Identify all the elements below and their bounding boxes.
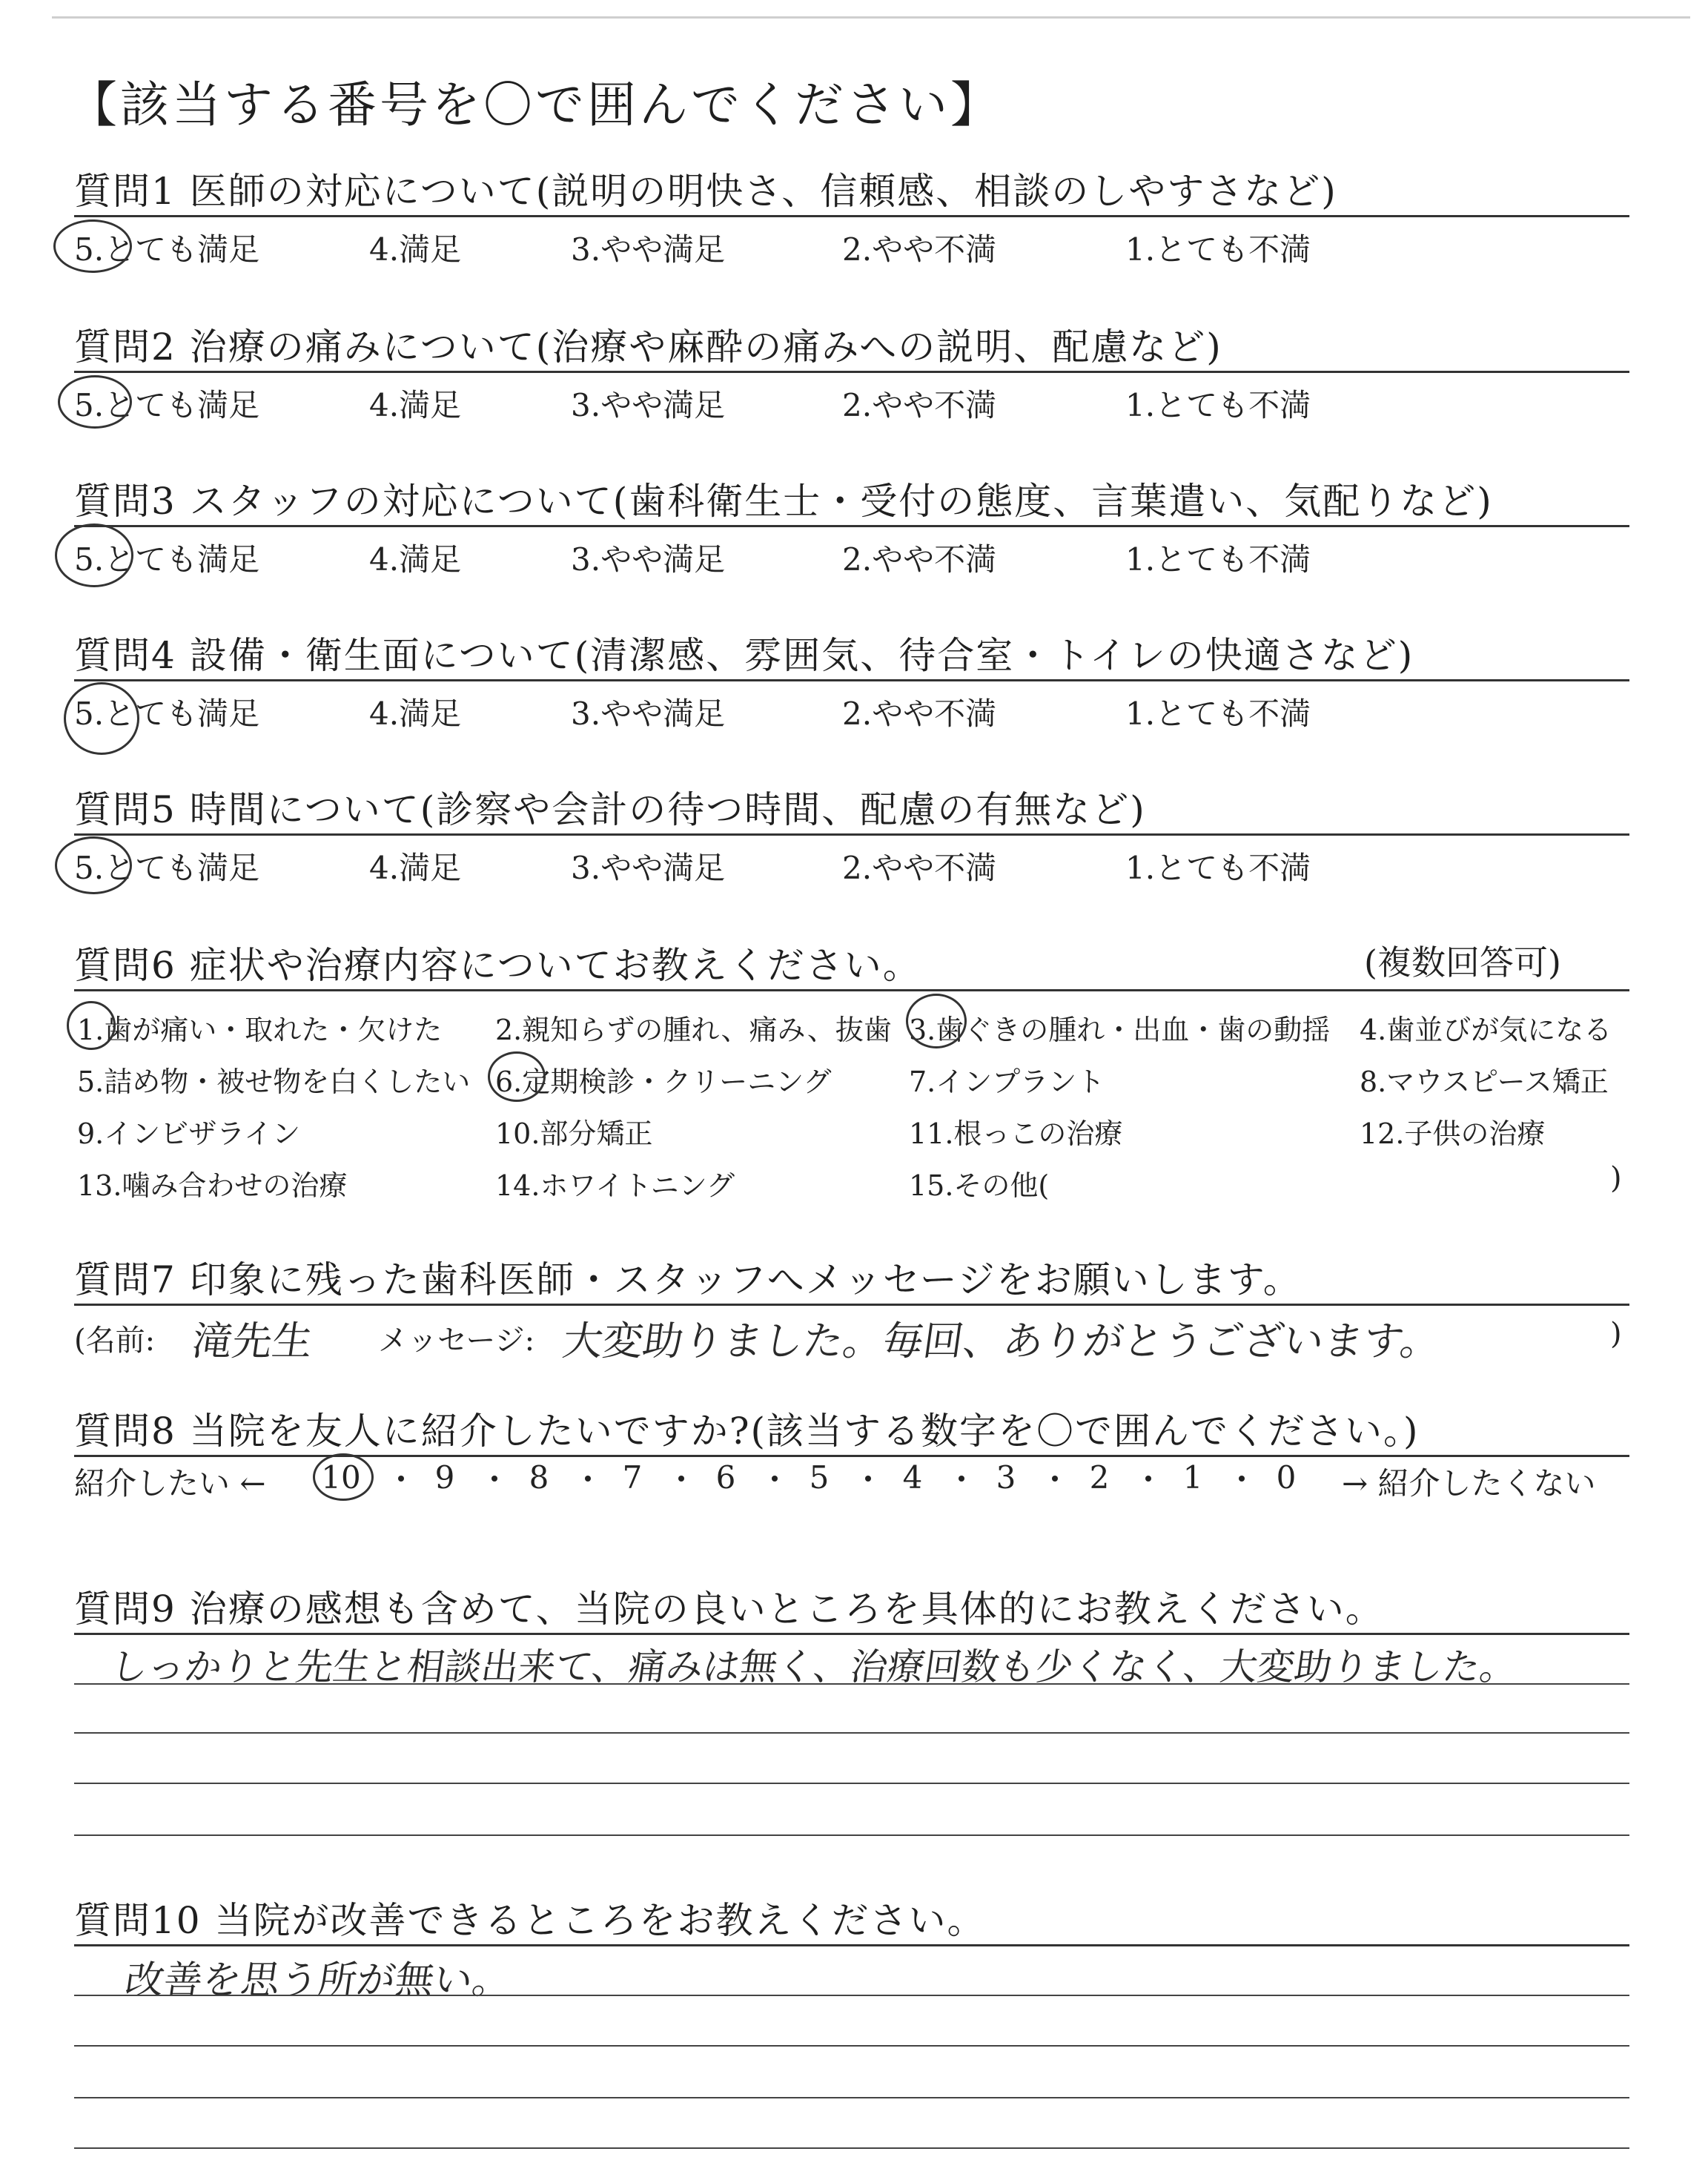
q9-answer-line [74,1732,1629,1734]
q6-item-13[interactable]: 13.噛み合わせの治療 [77,1169,348,1202]
q2-option-1[interactable]: 1.とても不満 [1125,387,1311,423]
q6-item-8[interactable]: 8.マウスピース矯正 [1360,1066,1609,1098]
q1-option-5[interactable]: 5.とても満足 [74,225,259,270]
question-7-title: 質問7 印象に残った歯科医師・スタッフへメッセージをお願いします。 [74,1258,1302,1301]
question-7-rule [74,1304,1629,1306]
question-6-title: 質問6 症状や治療内容についてお教えください。 [74,944,921,987]
question-4-rule [74,679,1629,681]
q8-scale-5[interactable]: 5 [809,1459,830,1496]
q8-separator-dot [585,1476,591,1482]
q6-item-5[interactable]: 5.詰め物・被せ物を白くしたい [77,1066,471,1098]
q8-separator-dot [1239,1476,1245,1482]
q10-answer-line [74,2147,1629,2149]
q6-item-9[interactable]: 9.インビザライン [77,1117,301,1150]
q8-scale-1[interactable]: 1 [1182,1459,1203,1496]
q10-answer[interactable]: 改善を思う所が無い。 [122,1958,514,2003]
q1-option-3[interactable]: 3.やや満足 [571,231,726,268]
question-9-rule [74,1633,1629,1635]
q6-item-1[interactable]: 1.歯が痛い・取れた・欠けた [77,1007,442,1048]
q8-separator-dot [865,1476,871,1482]
q6-item-14[interactable]: 14.ホワイトニング [495,1169,735,1202]
q6-item-4[interactable]: 4.歯並びが気になる [1360,1014,1612,1046]
q4-option-4[interactable]: 4.満足 [369,696,462,732]
q8-scale-2[interactable]: 2 [1089,1459,1110,1496]
top-border [52,16,1690,19]
q3-option-3[interactable]: 3.やや満足 [571,541,726,578]
q10-answer-line [74,2097,1629,2098]
q8-separator-dot [1052,1476,1058,1482]
q8-separator-dot [398,1476,404,1482]
q3-option-1[interactable]: 1.とても不満 [1125,541,1311,578]
question-10-rule [74,1944,1629,1946]
q1-option-2[interactable]: 2.やや不満 [842,231,997,268]
q4-option-3[interactable]: 3.やや満足 [571,696,726,732]
q8-scale-3[interactable]: 3 [996,1459,1016,1496]
q10-answer-line [74,1995,1629,1996]
question-2-rule [74,371,1629,373]
q5-option-1[interactable]: 1.とても不満 [1125,850,1311,886]
q6-item-15[interactable]: 15.その他( [909,1169,1050,1202]
q8-separator-dot [772,1476,778,1482]
selection-circle [55,524,133,587]
question-3-rule [74,525,1629,527]
q6-item-2[interactable]: 2.親知らずの腫れ、痛み、抜歯 [495,1014,892,1046]
question-1-rule [74,215,1629,217]
question-10-title: 質問10 当院が改善できるところをお教えください。 [74,1899,986,1942]
q8-scale-7[interactable]: 7 [622,1459,643,1496]
q5-option-4[interactable]: 4.満足 [369,850,462,886]
q6-item-3[interactable]: 3.歯ぐきの腫れ・出血・歯の動揺 [909,1007,1330,1048]
q1-option-1[interactable]: 1.とても不満 [1125,231,1311,268]
q6-item-11[interactable]: 11.根っこの治療 [909,1117,1123,1150]
multiple-answers-note: (複数回答可) [1364,942,1561,982]
q7-message-label: メッセージ: [378,1324,535,1358]
question-4-title: 質問4 設備・衛生面について(清潔感、雰囲気、待合室・トイレの快適さなど) [74,634,1414,677]
question-5-rule [74,833,1629,836]
q8-scale-10[interactable]: 10 [321,1459,361,1496]
q8-separator-dot [1145,1476,1151,1482]
question-8-title: 質問8 当院を友人に紹介したいですか?(該当する数字を〇で囲んでください。) [74,1410,1420,1453]
q5-option-5[interactable]: 5.とても満足 [74,844,259,888]
q4-option-1[interactable]: 1.とても不満 [1125,696,1311,732]
question-5-title: 質問5 時間について(診察や会計の待つ時間、配慮の有無など) [74,788,1146,831]
q2-option-3[interactable]: 3.やや満足 [571,387,726,423]
q9-answer[interactable]: しっかりと先生と相談出来て、痛みは無く、治療回数も少くなく、大変助りました。 [107,1645,1520,1688]
q8-right-label: → 紹介したくない [1342,1465,1596,1502]
q4-option-5[interactable]: 5.とても満足 [74,690,259,734]
q2-option-4[interactable]: 4.満足 [369,387,462,423]
q7-message-value[interactable]: 大変助りました。毎回、ありがとうございます。 [560,1318,1444,1364]
question-9-title: 質問9 治療の感想も含めて、当院の良いところを具体的にお教えください。 [74,1588,1384,1631]
question-2-title: 質問2 治療の痛みについて(治療や麻酔の痛みへの説明、配慮など) [74,326,1222,369]
selection-circle [67,1001,116,1050]
selection-circle [53,219,132,273]
q3-option-5[interactable]: 5.とても満足 [74,535,259,580]
q4-option-2[interactable]: 2.やや不満 [842,696,997,732]
q6-item-6[interactable]: 6.定期検診・クリーニング [495,1059,832,1100]
question-6-rule [74,989,1629,991]
selection-circle [488,1051,546,1102]
q2-option-2[interactable]: 2.やや不満 [842,387,997,423]
q8-separator-dot [678,1476,684,1482]
q6-item-10[interactable]: 10.部分矯正 [495,1117,653,1150]
q5-option-3[interactable]: 3.やや満足 [571,850,726,886]
q8-scale-8[interactable]: 8 [529,1459,549,1496]
q8-scale-9[interactable]: 9 [434,1459,455,1496]
q9-answer-line [74,1834,1629,1836]
q5-option-2[interactable]: 2.やや不満 [842,850,997,886]
question-3-title: 質問3 スタッフの対応について(歯科衛生士・受付の態度、言葉遣い、気配りなど) [74,480,1493,523]
page-heading: 【該当する番号を〇で囲んでください】 [68,76,1002,133]
q7-name-label: (名前: [74,1324,156,1358]
q6-item-12[interactable]: 12.子供の治療 [1360,1117,1546,1150]
q8-separator-dot [959,1476,964,1482]
q7-name-value[interactable]: 滝先生 [189,1318,316,1364]
q1-option-4[interactable]: 4.満足 [369,231,462,268]
q6-other-close-paren: ) [1610,1161,1622,1195]
q8-scale-4[interactable]: 4 [902,1459,923,1496]
q6-item-7[interactable]: 7.インプラント [909,1066,1105,1098]
q9-answer-line [74,1683,1629,1685]
question-1-title: 質問1 医師の対応について(説明の明快さ、信頼感、相談のしやすさなど) [74,170,1337,213]
question-8-rule [74,1455,1629,1457]
q8-left-label: 紹介したい ← [74,1465,266,1502]
selection-circle [906,994,967,1048]
selection-circle [55,836,132,894]
selection-circle [58,375,132,429]
q2-option-5[interactable]: 5.とても満足 [74,381,259,426]
q8-separator-dot [491,1476,497,1482]
q8-scale-6[interactable]: 6 [715,1459,736,1496]
q9-answer-line [74,1783,1629,1784]
q7-close-paren: ) [1610,1317,1622,1351]
selection-circle [64,682,139,755]
q8-scale-0[interactable]: 0 [1276,1459,1297,1496]
q3-option-2[interactable]: 2.やや不満 [842,541,997,578]
q10-answer-line [74,2045,1629,2047]
q3-option-4[interactable]: 4.満足 [369,541,462,578]
